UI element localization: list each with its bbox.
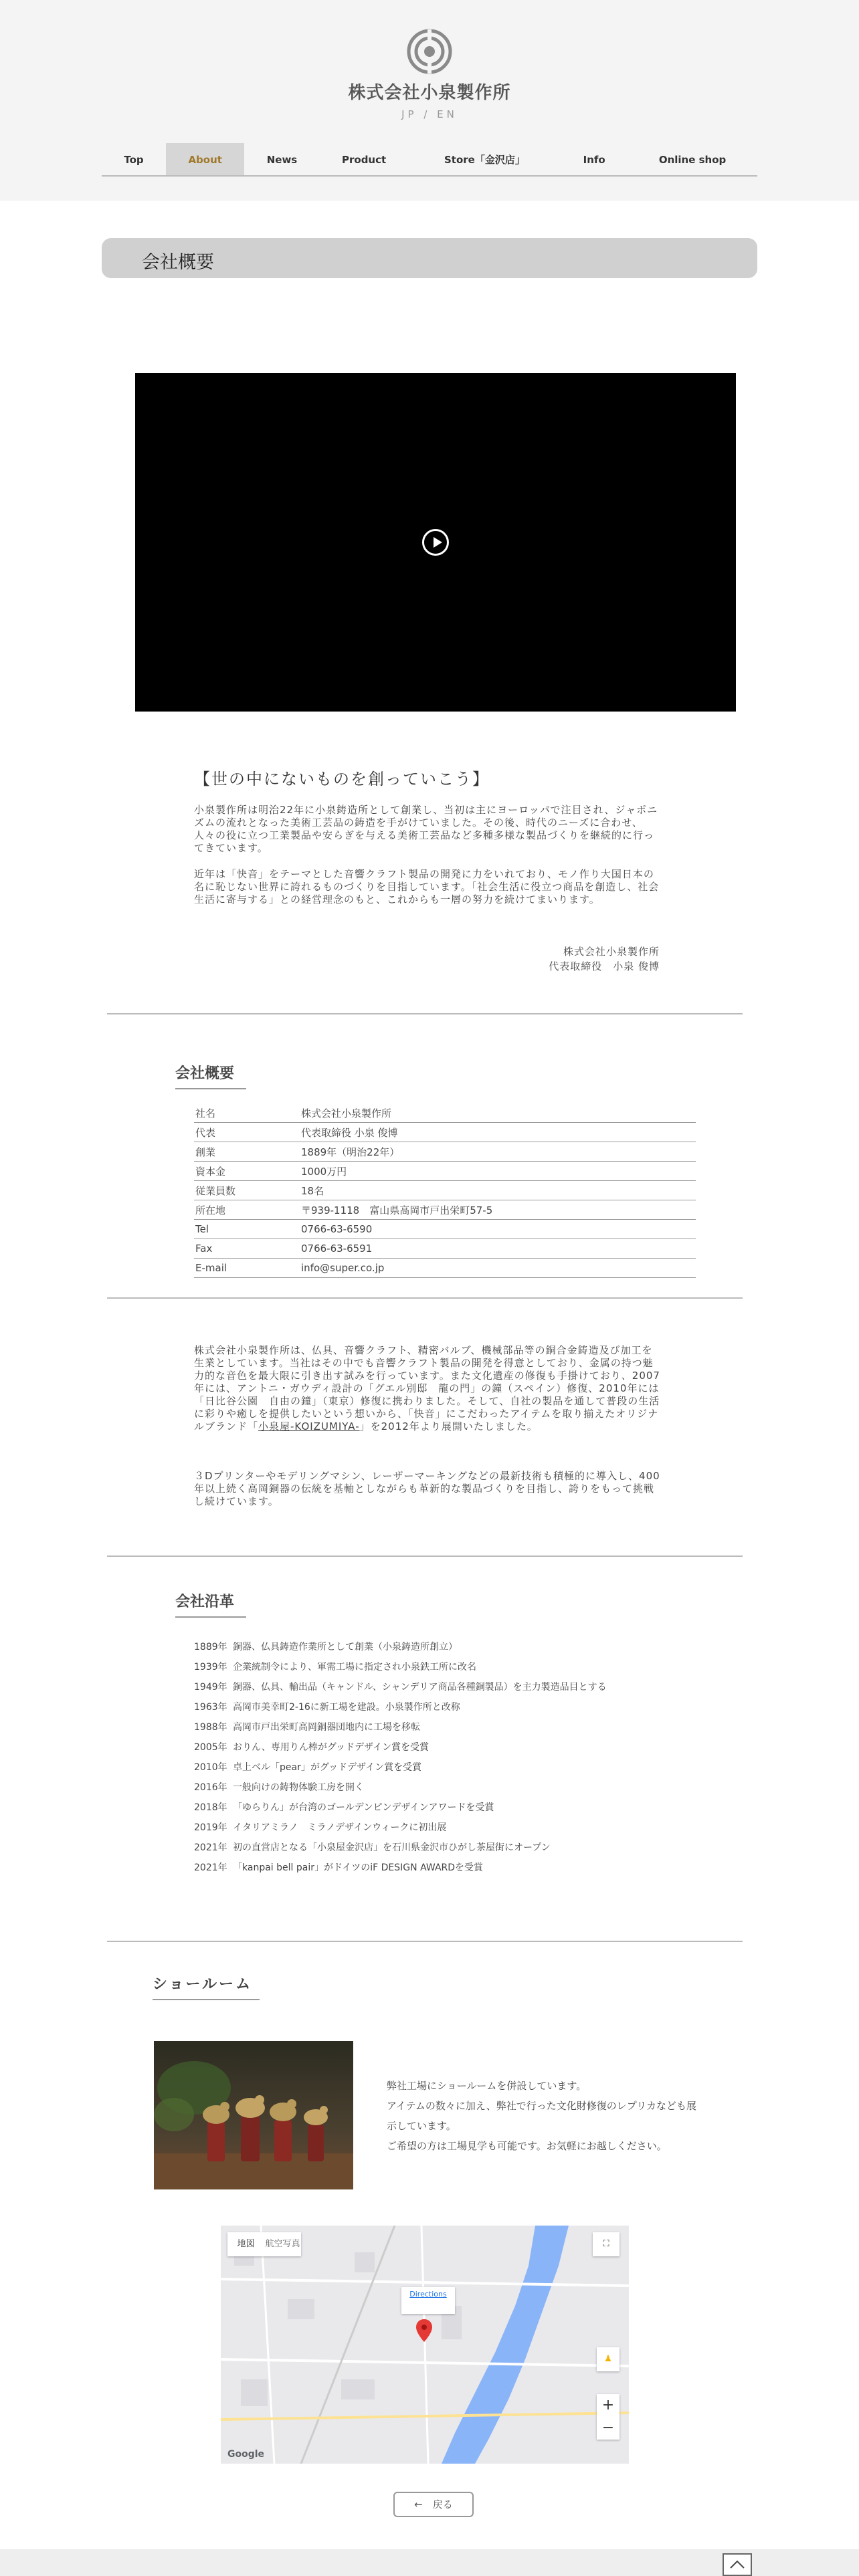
list-item [194,1636,729,1656]
site-header [0,0,859,201]
table-row [194,1259,696,1278]
page-title: 会社概要 [142,252,214,273]
showroom-line-3: ご希望の方は工場見学も可能です。お気軽にお越しください。 [387,2140,667,2152]
map-pin-icon[interactable] [416,2319,432,2342]
page-title-bar [102,238,757,278]
history-year: 2010年 [194,1762,227,1773]
list-item [194,1857,729,1877]
email-link[interactable]: info@super.co.jp [301,1262,385,1274]
history-text: 企業統制令により、軍需工場に指定され小泉鉄工所に改名 [233,1662,476,1673]
history-text: 高岡市戸出栄町高岡銅器団地内に工場を移転 [233,1722,420,1733]
map-tab[interactable]: 地図 [237,2239,255,2249]
directions-link[interactable]: Directions [409,2290,447,2298]
pegman-icon[interactable]: ♟ [597,2347,619,2371]
list-item [194,1817,729,1837]
message-paragraph-1: 小泉製作所は明治22年に小泉鋳造所として創業し、当初は主にヨーロッパで注目され、ジャポニズムの流れとなった美術工芸品の鋳造を手がけていました。その後、時代のニーズに合わせ、人々の役に立つ工業製品や安らぎを与える美術工芸品など多種多様な製品づくりを継続的に行ってきています。 [194,804,658,854]
history-text: 「ゆらりん」が台湾のゴールデンピンデザインアワードを受賞 [233,1802,494,1813]
divider [107,1013,743,1014]
history-text: イタリアミラノ ミラノデザインウィークに初出展 [233,1822,447,1833]
row-key: 資本金 [195,1165,226,1178]
table-row [194,1220,696,1239]
row-value: 0766-63-6591 [301,1243,373,1255]
history-year: 1963年 [194,1702,227,1713]
list-item [194,1737,729,1757]
history-text: おりん、専用りん棒がグッドデザイン賞を受賞 [233,1742,430,1753]
zoom-control [597,2394,619,2440]
table-row [194,1239,696,1259]
list-item [194,1656,729,1677]
language-switch[interactable]: JP / EN [401,108,458,120]
history-year: 2005年 [194,1742,227,1753]
message-paragraph-2: 近年は「快音」をテーマとした音響クラフト製品の開発に力をいれており、モノ作り大国日本の名に恥じない世界に誇れるものづくりを目指しています。「社会生活に役立つ商品を創造し、社会生活に寄与する」との経営理念のもと、これからも一層の努力を続けてまいります。 [194,868,660,905]
history-year: 1949年 [194,1682,227,1693]
list-item [194,1837,729,1857]
signature-ceo: 代表取締役 小泉 俊博 [549,960,660,972]
row-value: 1889年（明治22年） [301,1146,400,1158]
divider [107,1555,743,1557]
divider [107,1297,743,1299]
table-row [194,1181,696,1200]
table-row [194,1162,696,1181]
list-item [194,1797,729,1817]
video-player[interactable] [135,373,736,712]
row-key: 社名 [195,1107,216,1119]
zoom-out-button[interactable]: − [601,2420,615,2436]
history-text: 一般向けの鋳物体験工房を開く [233,1782,364,1793]
row-key: Tel [195,1223,209,1235]
table-row [194,1123,696,1142]
satellite-tab[interactable]: 航空写真 [265,2239,300,2249]
history-text: 銅器、仏具、輸出品（キャンドル、シャンデリア商品各種銅製品）を主力製造品目とする [233,1682,607,1693]
about-text-a: 株式会社小泉製作所は、仏具、音響クラフト、精密バルブ、機械部品等の銅合金鋳造及び加工を生業としています。当社はその中でも音響クラフト製品の開発を得意としており、金属の持つ魅力的な音色を最大限に引き出す試みを行っています。また文化遺産の修復も手掛けており、2007年には、アントニ・ガウディ設計の「グエル別邸 龍の門」の鐘（スペイン）修復、2010年には「日比谷公園 自由の鐘」（東京）修復に携わりました。そして、自社の製品を通して普段の生活に彩りや癒しを提供したいという想いから、「快音」にこだわったアイテムを取り揃えたオリジナルブランド「 [194,1344,660,1432]
map-tiles [221,2226,629,2464]
row-key: 従業員数 [195,1184,236,1197]
signature-company: 株式会社小泉製作所 [563,946,660,958]
company-logo-icon[interactable] [406,28,453,75]
company-table [194,1103,696,1278]
nav-news[interactable]: News [266,154,298,166]
showroom-text [387,2076,701,2156]
list-item [194,1697,729,1717]
row-key: E-mail [195,1262,227,1274]
fullscreen-icon[interactable]: ⛶ [593,2232,619,2256]
list-item [194,1777,729,1797]
company-overview-heading: 会社概要 [175,1062,246,1089]
list-item [194,1717,729,1737]
zoom-in-button[interactable]: + [601,2397,615,2413]
history-list [194,1636,729,1877]
about-text-b: 」を2012年より展開いたしました。 [359,1420,538,1432]
showroom-photo-image [154,2041,353,2189]
row-key: 創業 [195,1146,216,1158]
showroom-line-1: 弊社工場にショールームを併設しています。 [387,2080,587,2092]
history-year: 1939年 [194,1662,227,1673]
koizumiya-link[interactable]: 小泉屋-KOIZUMIYA- [258,1420,360,1432]
history-year: 1889年 [194,1642,227,1652]
row-value: 株式会社小泉製作所 [301,1107,392,1119]
history-year: 2016年 [194,1782,227,1793]
row-value: 0766-63-6590 [301,1223,373,1235]
table-row [194,1200,696,1220]
row-key: 代表 [195,1126,216,1139]
row-value: 〒939-1118 富山県高岡市戸出栄町57-5 [301,1204,493,1216]
list-item [194,1757,729,1777]
nav-online-shop[interactable]: Online shop [658,154,727,166]
company-name[interactable]: 株式会社小泉製作所 [348,83,511,103]
history-year: 2021年 [194,1842,227,1853]
about-paragraph-1 [194,1344,662,1433]
history-text: 銅器、仏具鋳造作業所として創業（小泉鋳造所創立） [233,1642,458,1652]
google-logo[interactable]: Google [227,2449,265,2460]
history-year: 2021年 [194,1862,227,1873]
nav-about[interactable]: About [166,143,244,175]
back-to-top-button[interactable] [723,2553,752,2576]
main-nav [102,143,757,177]
message-title: 【世の中にないものを創っていこう】 [194,770,490,788]
history-text: 卓上ベル「pear」がグッドデザイン賞を受賞 [233,1762,422,1773]
showroom-photo [154,2041,353,2189]
nav-product[interactable]: Product [342,154,387,166]
showroom-heading: ショールーム [153,1973,260,2000]
history-text: 「kanpai bell pair」がドイツのiF DESIGN AWARDを受賞 [233,1862,484,1873]
table-row [194,1103,696,1123]
history-year: 1988年 [194,1722,227,1733]
map-type-control[interactable] [227,2232,301,2256]
row-key: Fax [195,1243,213,1255]
row-value: 代表取締役 小泉 俊博 [301,1126,398,1139]
row-key: 所在地 [195,1204,226,1216]
history-year: 2019年 [194,1822,227,1833]
history-text: 高岡市美幸町2-16に新工場を建設。小泉製作所と改称 [233,1702,460,1713]
divider [107,1941,743,1942]
play-icon[interactable] [422,529,449,556]
table-row [194,1142,696,1162]
showroom-line-2: アイテムの数々に加え、弊社で行った文化財修復のレプリカなども展示しています。 [387,2100,697,2132]
back-button[interactable]: ← 戻る [393,2492,474,2517]
history-year: 2018年 [194,1802,227,1813]
nav-info[interactable]: Info [583,154,605,166]
map-info-window[interactable] [401,2287,455,2314]
about-paragraph-2: ３Dプリンターやモデリングマシン、レーザーマーキングなどの最新技術も積極的に導入し、400年以上続く高岡銅器の伝統を基軸としながらも革新的な製品づくりを目指し、誇りをもって挑戦し続けています。 [194,1470,660,1507]
list-item [194,1677,729,1697]
row-value: 1000万円 [301,1165,347,1178]
history-heading: 会社沿革 [175,1590,246,1618]
history-text: 初の直営店となる「小泉屋金沢店」を石川県金沢市ひがし茶屋街にオープン [233,1842,551,1853]
nav-top[interactable]: Top [124,154,144,166]
chevron-up-icon [724,2555,751,2575]
row-value: 18名 [301,1184,324,1197]
google-map[interactable] [221,2226,629,2464]
nav-store[interactable]: Store「金沢店」 [444,154,525,166]
